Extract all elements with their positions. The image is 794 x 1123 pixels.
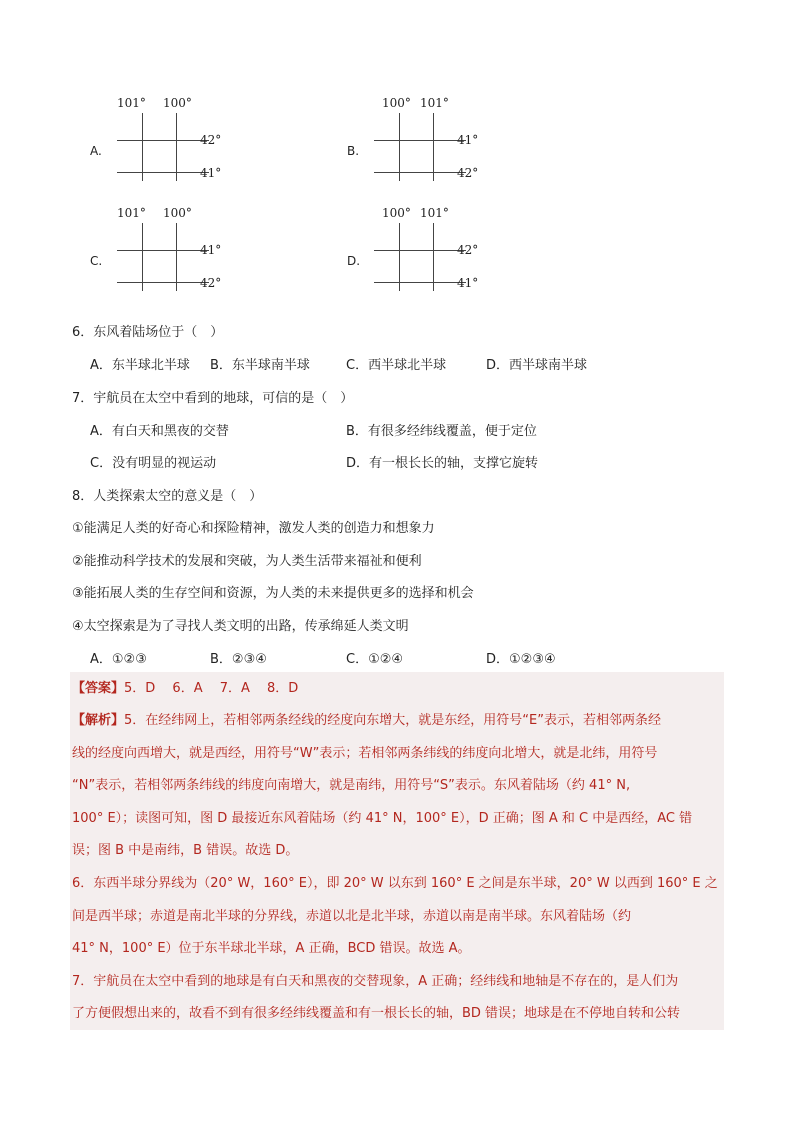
analysis-tag: 【解析】	[72, 713, 125, 728]
question-8-option-b: B．②③④	[210, 652, 267, 667]
parallel-line	[374, 250, 466, 251]
meridian-line	[142, 113, 143, 181]
question-7-option-d: D．有一根长长的轴，支撑它旋转	[346, 456, 539, 471]
option-letter: D.	[347, 254, 361, 268]
analysis-line: 误；图 B 中是南纬，B 错误。故选 D。	[72, 843, 299, 858]
diagram-c	[90, 206, 250, 296]
question-7-option-a: A．有白天和黑夜的交替	[90, 424, 229, 439]
analysis-line: 100° E）；读图可知，图 D 最接近东风着陆场（约 41° N，100° E），D 正确；图 A 和 C 中是西经，AC 错	[72, 811, 693, 826]
longitude-label: 101°	[117, 206, 146, 220]
latitude-label: 41°	[457, 276, 479, 290]
meridian-line	[433, 113, 434, 181]
latitude-label: 41°	[200, 166, 222, 180]
diagram-b	[347, 96, 507, 186]
meridian-line	[176, 223, 177, 291]
meridian-line	[176, 113, 177, 181]
meridian-line	[433, 223, 434, 291]
diagram-d	[347, 206, 507, 296]
longitude-label: 100°	[163, 206, 192, 220]
latitude-label: 41°	[457, 133, 479, 147]
parallel-line	[117, 282, 209, 283]
parallel-line	[374, 140, 466, 141]
question-8-option-a: A．①②③	[90, 652, 147, 667]
option-letter: B.	[347, 144, 360, 158]
answer-line	[72, 681, 298, 697]
parallel-line	[117, 172, 209, 173]
parallel-line	[117, 250, 209, 251]
question-8-option-c: C．①②④	[346, 652, 404, 667]
question-6-stem: 6．东风着陆场位于（ ）	[72, 325, 224, 340]
question-6-option-a: A．东半球北半球	[90, 358, 190, 373]
answer-tag: 【答案】	[72, 681, 125, 696]
analysis-line: 了方便假想出来的，故看不到有很多经纬线覆盖和有一根长长的轴，BD 错误；地球是在不停地自转和公转	[72, 1006, 681, 1021]
longitude-label: 100°	[382, 96, 411, 110]
longitude-label: 100°	[382, 206, 411, 220]
analysis-line: 41° N，100° E）位于东半球北半球，A 正确，BCD 错误。故选 A。	[72, 941, 471, 956]
latitude-label: 42°	[457, 166, 479, 180]
question-8-statement: ②能推动科学技术的发展和突破，为人类生活带来福祉和便利	[72, 554, 422, 569]
parallel-line	[117, 140, 209, 141]
analysis-line	[72, 713, 661, 729]
meridian-line	[399, 113, 400, 181]
analysis-text: 5．在经纬网上，若相邻两条经线的经度向东增大，就是东经，用符号“E”表示，若相邻两条经	[124, 713, 661, 728]
analysis-line: 间是西半球；赤道是南北半球的分界线，赤道以北是北半球，赤道以南是南半球。东风着陆场（约	[72, 909, 632, 924]
analysis-line: 线的经度向西增大，就是西经，用符号“W”表示；若相邻两条纬线的纬度向北增大，就是北纬，用符号	[72, 746, 658, 761]
parallel-line	[374, 172, 466, 173]
longitude-label: 100°	[163, 96, 192, 110]
analysis-line: 6．东西半球分界线为（20° W，160° E），即 20° W 以东到 160° E 之间是东半球，20° W 以西到 160° E 之	[72, 876, 718, 891]
question-8-statement: ①能满足人类的好奇心和探险精神，激发人类的创造力和想象力	[72, 521, 435, 536]
question-6-option-c: C．西半球北半球	[346, 358, 447, 373]
option-letter: C.	[90, 254, 103, 268]
analysis-line: 7．宇航员在太空中看到的地球是有白天和黑夜的交替现象，A 正确；经纬线和地轴是不存在的，是人们为	[72, 974, 679, 989]
question-7-stem: 7．宇航员在太空中看到的地球，可信的是（ ）	[72, 391, 354, 406]
question-8-statement: ③能拓展人类的生存空间和资源，为人类的未来提供更多的选择和机会	[72, 586, 474, 601]
question-8-option-d: D．①②③④	[486, 652, 556, 667]
analysis-line: “N”表示，若相邻两条纬线的纬度向南增大，就是南纬，用符号“S”表示。东风着陆场（约 41° N,	[72, 778, 631, 793]
answer-text: 5．D 6．A 7．A 8．D	[124, 681, 299, 696]
question-8-statement: ④太空探索是为了寻找人类文明的出路，传承绵延人类文明	[72, 619, 409, 634]
meridian-line	[142, 223, 143, 291]
latitude-label: 42°	[200, 276, 222, 290]
option-letter: A.	[90, 144, 102, 158]
longitude-label: 101°	[420, 96, 449, 110]
longitude-label: 101°	[420, 206, 449, 220]
diagram-a	[90, 96, 250, 186]
latitude-label: 41°	[200, 243, 222, 257]
latitude-label: 42°	[457, 243, 479, 257]
question-7-option-b: B．有很多经纬线覆盖，便于定位	[346, 424, 537, 439]
question-6-option-d: D．西半球南半球	[486, 358, 588, 373]
question-6-option-b: B．东半球南半球	[210, 358, 310, 373]
question-7-option-c: C．没有明显的视运动	[90, 456, 217, 471]
longitude-label: 101°	[117, 96, 146, 110]
parallel-line	[374, 282, 466, 283]
latitude-label: 42°	[200, 133, 222, 147]
question-8-stem: 8．人类探索太空的意义是（ ）	[72, 489, 263, 504]
meridian-line	[399, 223, 400, 291]
